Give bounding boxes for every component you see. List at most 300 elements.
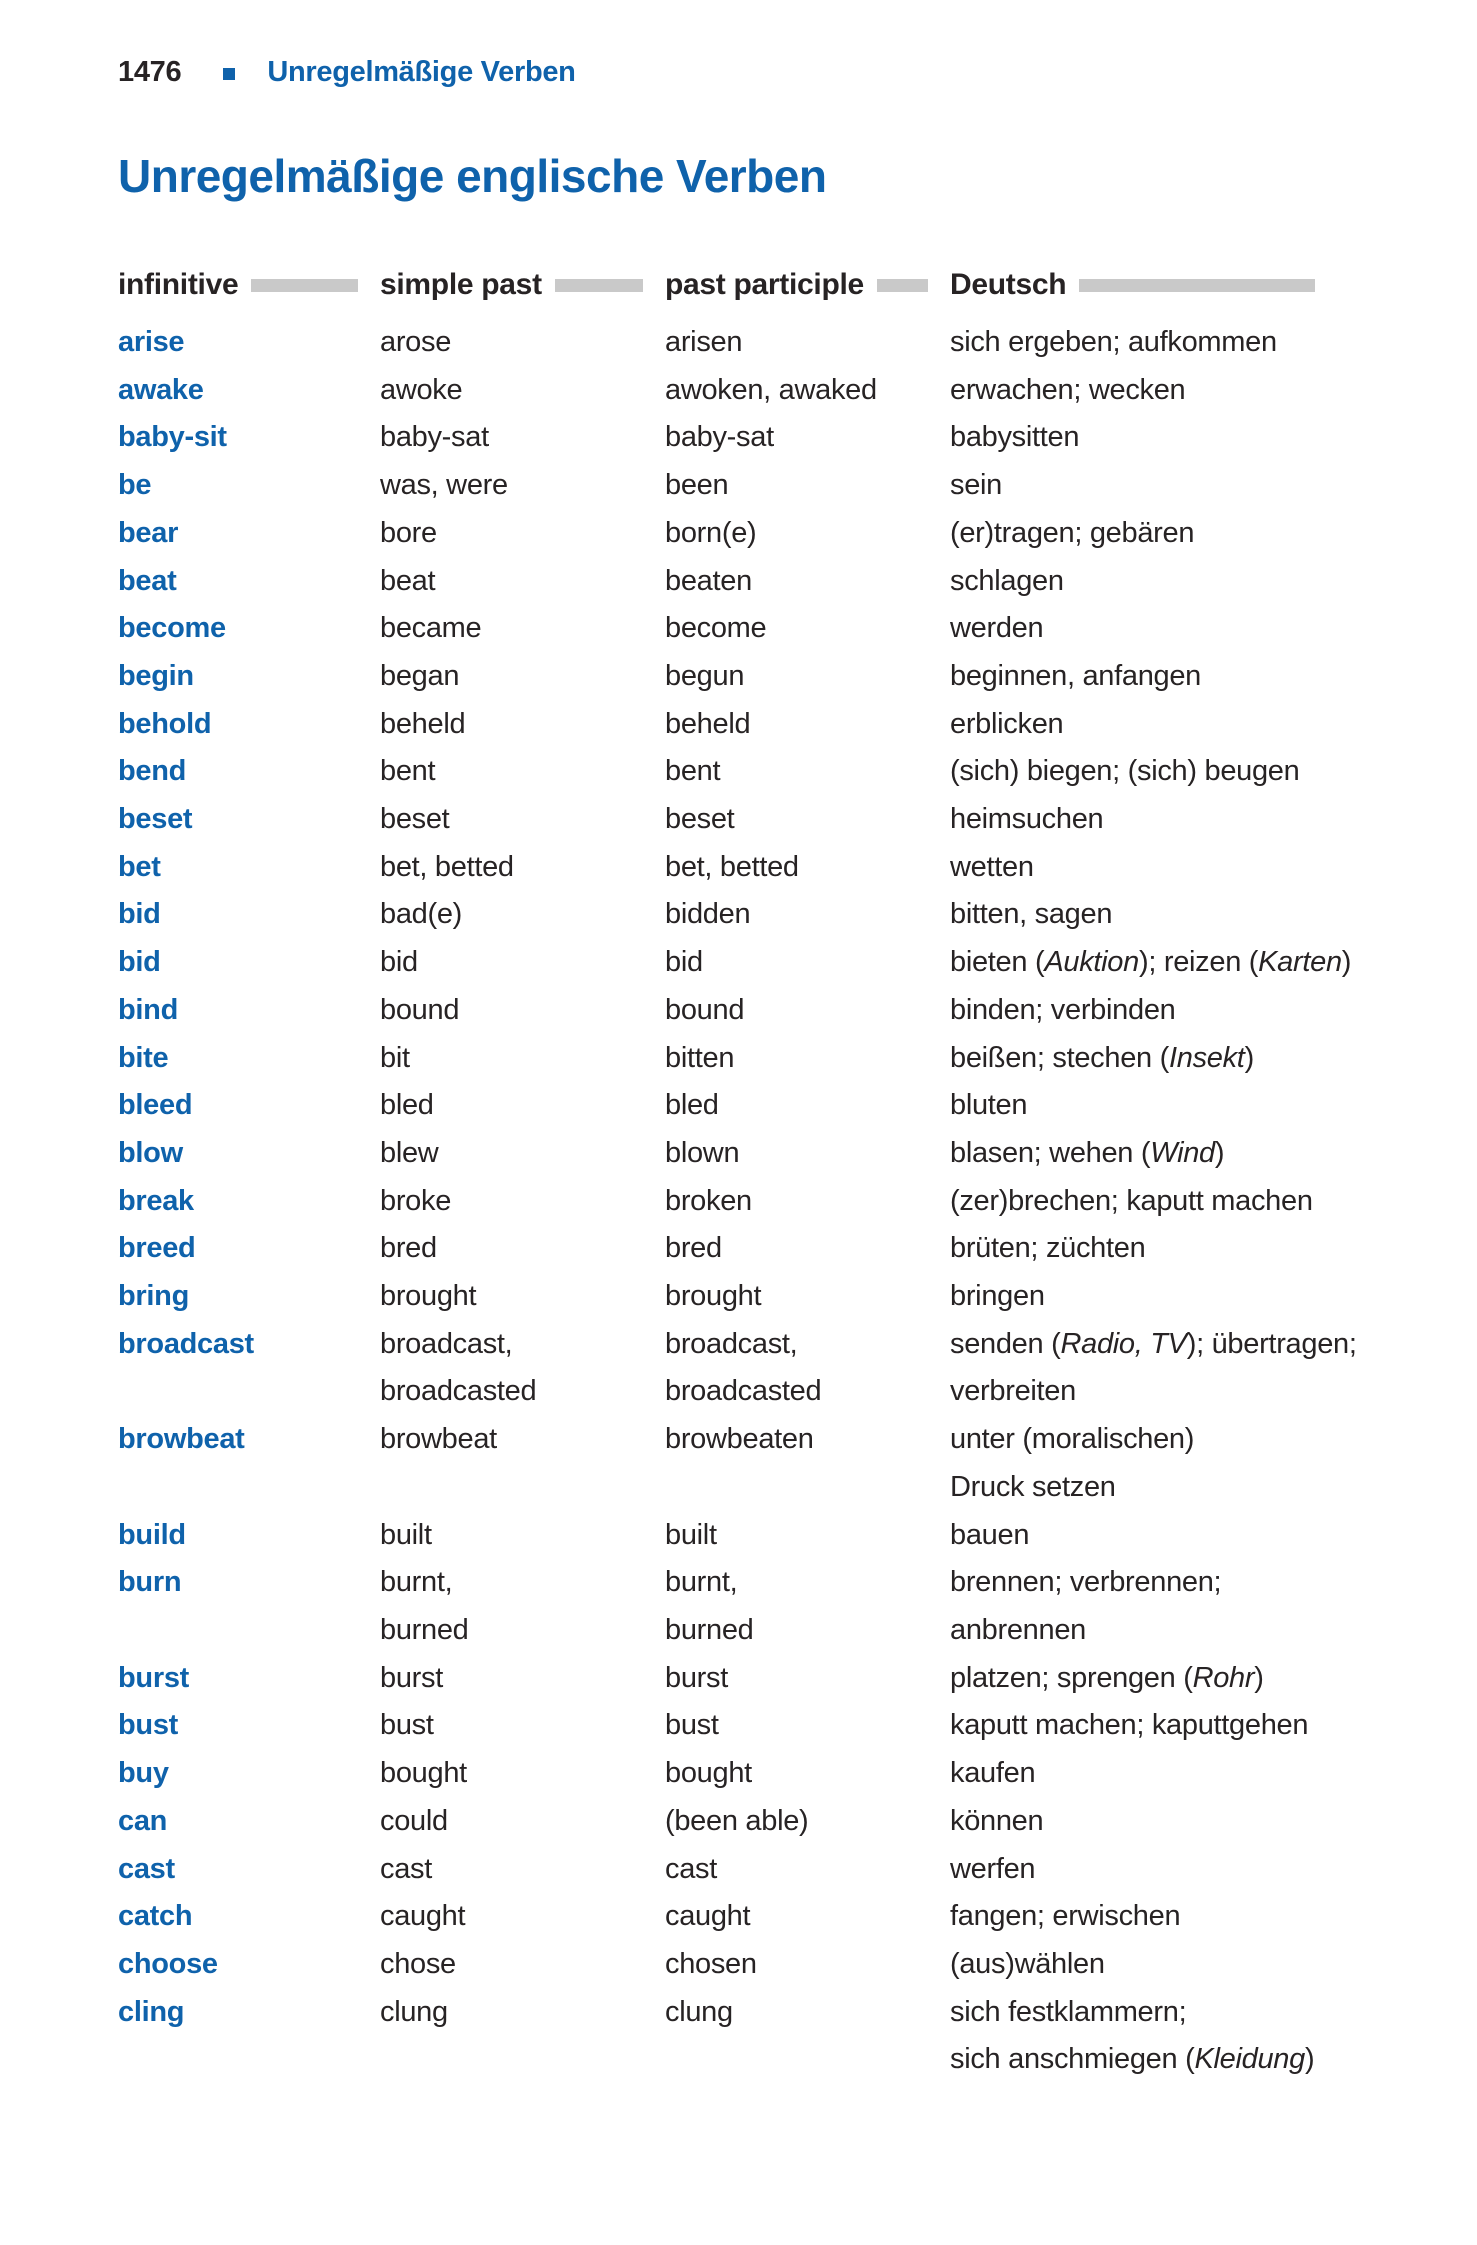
cell-simple-past-line: began (380, 659, 460, 692)
cell-deutsch-line (950, 605, 1357, 653)
cell-deutsch (950, 987, 1365, 1035)
column-header-label: simple past (380, 268, 542, 301)
cell-past-participle (665, 748, 950, 796)
cell-simple-past-line: broke (380, 1184, 452, 1217)
cell-past-participle-line: bust (665, 1709, 719, 1742)
cell-deutsch-line (950, 796, 1357, 844)
deutsch-text: ); übertragen; (1186, 1327, 1357, 1360)
cell-infinitive: catch (118, 1900, 193, 1933)
deutsch-text: Druck setzen (950, 1470, 1116, 1503)
column-header-label: Deutsch (950, 268, 1067, 301)
cell-simple-past-line: caught (380, 1900, 466, 1933)
cell-past-participle-line: burnt, (665, 1566, 738, 1599)
cell-deutsch (950, 1846, 1365, 1894)
cell-infinitive: become (118, 612, 226, 645)
cell-simple-past-line: could (380, 1804, 448, 1837)
cell-infinitive: bind (118, 993, 179, 1026)
cell-past-participle-line: beheld (665, 707, 751, 740)
cell-infinitive: bring (118, 1280, 189, 1313)
cell-deutsch-line (950, 1702, 1357, 1750)
cell-deutsch (950, 1798, 1365, 1846)
cell-past-participle (665, 1655, 950, 1703)
cell-deutsch-line (950, 510, 1357, 558)
cell-deutsch-line (950, 653, 1357, 701)
deutsch-context-italic: Auktion (1044, 946, 1139, 979)
cell-simple-past (380, 1893, 665, 1941)
cell-infinitive: burst (118, 1661, 190, 1694)
column-header-rule (251, 279, 358, 292)
deutsch-text: werden (950, 612, 1044, 645)
cell-past-participle-line: begun (665, 659, 745, 692)
cell-deutsch-line (950, 1941, 1357, 1989)
cell-simple-past (380, 891, 665, 939)
cell-deutsch (950, 891, 1365, 939)
deutsch-text: ) (1214, 1136, 1225, 1169)
cell-past-participle (665, 1273, 950, 1321)
deutsch-text: erblicken (950, 707, 1064, 740)
cell-simple-past-line: bid (380, 946, 418, 979)
deutsch-context-italic: Rohr (1192, 1661, 1255, 1694)
cell-past-participle (665, 701, 950, 749)
cell-infinitive: beat (118, 564, 177, 597)
cell-past-participle (665, 510, 950, 558)
cell-past-participle (665, 1846, 950, 1894)
cell-past-participle (665, 796, 950, 844)
cell-deutsch (950, 1559, 1365, 1654)
cell-deutsch-line (950, 1273, 1357, 1321)
cell-deutsch-line (950, 1225, 1357, 1273)
cell-deutsch-line (950, 1798, 1357, 1846)
deutsch-text: (sich) biegen; (sich) beugen (950, 755, 1300, 788)
cell-past-participle-line: arisen (665, 326, 743, 358)
cell-simple-past-line: bred (380, 1232, 437, 1265)
cell-simple-past-line: broadcasted (380, 1375, 537, 1408)
deutsch-text: senden ( (950, 1327, 1061, 1360)
column-header-rule (555, 279, 643, 292)
cell-past-participle (665, 1178, 950, 1226)
cell-past-participle-line: bled (665, 1089, 719, 1122)
cell-deutsch-line (950, 701, 1357, 749)
cell-deutsch (950, 414, 1365, 462)
deutsch-text: ) (1341, 946, 1352, 979)
cell-past-participle (665, 844, 950, 892)
cell-simple-past (380, 1082, 665, 1130)
cell-deutsch (950, 367, 1365, 415)
cell-simple-past-line: bad(e) (380, 898, 463, 931)
cell-past-participle-line: browbeaten (665, 1423, 814, 1456)
cell-infinitive: choose (118, 1947, 218, 1980)
cell-simple-past-line: arose (380, 326, 452, 358)
cell-simple-past-line: brought (380, 1280, 477, 1313)
cell-past-participle-line: broadcast, (665, 1327, 798, 1360)
cell-past-participle (665, 653, 950, 701)
cell-past-participle (665, 367, 950, 415)
cell-infinitive: breed (118, 1232, 196, 1265)
cell-simple-past (380, 1941, 665, 1989)
cell-deutsch (950, 605, 1365, 653)
deutsch-text: bitten, sagen (950, 898, 1113, 931)
cell-deutsch-line (950, 1321, 1357, 1369)
cell-deutsch (950, 748, 1365, 796)
cell-infinitive: awake (118, 373, 204, 406)
column-header-deutsch (950, 261, 1315, 309)
deutsch-text: binden; verbinden (950, 993, 1176, 1026)
cell-past-participle-line: caught (665, 1900, 751, 1933)
cell-simple-past-line: bore (380, 516, 437, 549)
cell-past-participle (665, 1893, 950, 1941)
cell-infinitive: beset (118, 803, 193, 836)
cell-simple-past-line: broadcast, (380, 1327, 513, 1360)
cell-simple-past-line: bound (380, 993, 460, 1026)
cell-past-participle (665, 319, 950, 367)
deutsch-context-italic: Insekt (1168, 1041, 1245, 1074)
deutsch-text: unter (moralischen) (950, 1423, 1195, 1456)
deutsch-text: können (950, 1804, 1044, 1837)
cell-simple-past (380, 1512, 665, 1560)
cell-deutsch (950, 1178, 1365, 1226)
deutsch-text: beißen; stechen ( (950, 1041, 1169, 1074)
cell-infinitive: bid (118, 898, 161, 931)
cell-deutsch-line (950, 1893, 1357, 1941)
cell-deutsch (950, 653, 1365, 701)
cell-simple-past-line: was, were (380, 469, 508, 502)
cell-infinitive: behold (118, 707, 212, 740)
cell-simple-past (380, 987, 665, 1035)
page-title: Unregelmäßige englische Verben (118, 150, 827, 202)
cell-past-participle (665, 1559, 950, 1654)
cell-past-participle-line: brought (665, 1280, 762, 1313)
deutsch-text: kaputt machen; kaputtgehen (950, 1709, 1309, 1742)
deutsch-text: erwachen; wecken (950, 373, 1186, 406)
cell-simple-past (380, 1416, 665, 1511)
verb-table-body (118, 319, 1357, 2084)
cell-deutsch-line (950, 1464, 1357, 1512)
deutsch-text: schlagen (950, 564, 1064, 597)
cell-simple-past-line: built (380, 1518, 432, 1551)
cell-deutsch (950, 1893, 1365, 1941)
deutsch-text: fangen; erwischen (950, 1900, 1181, 1933)
cell-simple-past (380, 462, 665, 510)
cell-deutsch (950, 1512, 1365, 1560)
cell-past-participle-line: been (665, 469, 729, 502)
cell-deutsch (950, 510, 1365, 558)
cell-infinitive: cling (118, 1995, 185, 2028)
cell-past-participle (665, 939, 950, 987)
cell-deutsch (950, 1702, 1365, 1750)
cell-past-participle (665, 1082, 950, 1130)
cell-simple-past (380, 319, 665, 367)
cell-simple-past (380, 1655, 665, 1703)
cell-deutsch (950, 1941, 1365, 1989)
deutsch-text: bieten ( (950, 946, 1045, 979)
cell-past-participle (665, 1035, 950, 1083)
cell-infinitive: can (118, 1804, 168, 1837)
section-bullet-icon (223, 68, 235, 80)
cell-simple-past (380, 414, 665, 462)
cell-past-participle (665, 462, 950, 510)
cell-infinitive: broadcast (118, 1327, 254, 1360)
column-header-infinitive (118, 261, 380, 309)
cell-deutsch-line (950, 1035, 1357, 1083)
cell-infinitive: begin (118, 659, 194, 692)
cell-infinitive: baby-sit (118, 421, 227, 454)
column-header-label: past participle (665, 268, 864, 301)
cell-past-participle-line: beset (665, 803, 735, 836)
cell-infinitive: bust (118, 1709, 179, 1742)
cell-simple-past-line: blew (380, 1136, 439, 1169)
deutsch-text: verbreiten (950, 1375, 1076, 1408)
cell-past-participle-line: clung (665, 1995, 733, 2028)
deutsch-text: heimsuchen (950, 803, 1104, 836)
cell-past-participle-line: cast (665, 1852, 717, 1885)
cell-simple-past (380, 1178, 665, 1226)
cell-simple-past-line: awoke (380, 373, 463, 406)
cell-simple-past-line: bet, betted (380, 850, 514, 883)
cell-infinitive: break (118, 1184, 194, 1217)
page-number: 1476 (118, 56, 182, 88)
cell-past-participle-line: bent (665, 755, 721, 788)
cell-past-participle (665, 1989, 950, 2084)
column-header-label: infinitive (118, 268, 239, 301)
cell-deutsch (950, 462, 1365, 510)
deutsch-context-italic: Wind (1150, 1136, 1215, 1169)
cell-simple-past (380, 1035, 665, 1083)
cell-simple-past-line: bought (380, 1757, 467, 1790)
cell-past-participle-line: bred (665, 1232, 722, 1265)
cell-simple-past (380, 844, 665, 892)
verb-table-header (118, 261, 1315, 309)
deutsch-text: platzen; sprengen ( (950, 1661, 1193, 1694)
cell-infinitive: bear (118, 516, 179, 549)
cell-deutsch (950, 1035, 1365, 1083)
cell-deutsch (950, 939, 1365, 987)
cell-simple-past (380, 1989, 665, 2084)
verb-table (118, 261, 1357, 2084)
cell-infinitive: browbeat (118, 1423, 245, 1456)
cell-simple-past (380, 939, 665, 987)
cell-simple-past-line: chose (380, 1947, 456, 1980)
cell-past-participle (665, 1130, 950, 1178)
cell-past-participle-line: burned (665, 1613, 754, 1646)
cell-simple-past (380, 1559, 665, 1654)
deutsch-text: bauen (950, 1518, 1030, 1551)
cell-infinitive: arise (118, 326, 185, 358)
cell-past-participle-line: bid (665, 946, 703, 979)
deutsch-text: (zer)brechen; kaputt machen (950, 1184, 1313, 1217)
cell-infinitive: bend (118, 755, 187, 788)
deutsch-text: ) (1304, 2043, 1315, 2076)
cell-infinitive: be (118, 469, 152, 502)
cell-deutsch-line (950, 2036, 1357, 2084)
cell-deutsch-line (950, 987, 1357, 1035)
cell-past-participle (665, 1941, 950, 1989)
cell-deutsch (950, 558, 1365, 606)
cell-simple-past-line: beheld (380, 707, 466, 740)
cell-simple-past-line: became (380, 612, 482, 645)
cell-deutsch-line (950, 1607, 1357, 1655)
deutsch-text: sich anschmiegen ( (950, 2043, 1195, 2076)
deutsch-context-italic: Kleidung (1194, 2043, 1305, 2076)
cell-past-participle (665, 891, 950, 939)
running-section-title: Unregelmäßige Verben (267, 56, 576, 88)
cell-simple-past (380, 1273, 665, 1321)
cell-deutsch-line (950, 319, 1357, 367)
cell-simple-past-line: baby-sat (380, 421, 489, 454)
cell-past-participle-line: born(e) (665, 516, 757, 549)
cell-deutsch-line (950, 1655, 1357, 1703)
cell-simple-past (380, 1321, 665, 1416)
cell-deutsch-line (950, 1750, 1357, 1798)
deutsch-text: babysitten (950, 421, 1080, 454)
deutsch-context-italic: Radio, TV (1060, 1327, 1187, 1360)
deutsch-text: wetten (950, 850, 1034, 883)
cell-past-participle-line: blown (665, 1136, 740, 1169)
cell-deutsch (950, 1989, 1365, 2084)
cell-deutsch (950, 1273, 1365, 1321)
cell-past-participle (665, 1512, 950, 1560)
cell-simple-past (380, 605, 665, 653)
cell-deutsch-line (950, 891, 1357, 939)
deutsch-text: anbrennen (950, 1613, 1086, 1646)
cell-past-participle (665, 558, 950, 606)
cell-simple-past (380, 701, 665, 749)
cell-past-participle-line: bet, betted (665, 850, 799, 883)
cell-infinitive: buy (118, 1757, 169, 1790)
cell-past-participle-line: bitten (665, 1041, 735, 1074)
cell-past-participle (665, 414, 950, 462)
column-header-past-participle (665, 261, 950, 309)
cell-simple-past-line: beat (380, 564, 436, 597)
cell-infinitive: cast (118, 1852, 175, 1885)
cell-deutsch-line (950, 939, 1357, 987)
cell-simple-past-line: bust (380, 1709, 434, 1742)
cell-infinitive: build (118, 1518, 186, 1551)
cell-past-participle-line: baby-sat (665, 421, 774, 454)
cell-simple-past-line: clung (380, 1995, 448, 2028)
cell-simple-past (380, 1798, 665, 1846)
deutsch-text: blasen; wehen ( (950, 1136, 1151, 1169)
cell-simple-past (380, 748, 665, 796)
cell-simple-past (380, 1846, 665, 1894)
cell-deutsch-line (950, 1416, 1357, 1464)
cell-infinitive: bite (118, 1041, 169, 1074)
cell-deutsch (950, 1321, 1365, 1416)
cell-deutsch (950, 701, 1365, 749)
cell-simple-past (380, 653, 665, 701)
cell-deutsch (950, 1416, 1365, 1511)
cell-deutsch (950, 1082, 1365, 1130)
cell-deutsch (950, 1225, 1365, 1273)
cell-simple-past-line: bled (380, 1089, 434, 1122)
cell-simple-past-line: beset (380, 803, 450, 836)
deutsch-text: ) (1254, 1661, 1264, 1694)
deutsch-text: (er)tragen; gebären (950, 516, 1195, 549)
cell-past-participle-line: become (665, 612, 767, 645)
deutsch-text: sein (950, 469, 1002, 502)
cell-simple-past (380, 558, 665, 606)
cell-deutsch-line (950, 414, 1357, 462)
cell-past-participle (665, 1225, 950, 1273)
cell-deutsch-line (950, 1130, 1357, 1178)
cell-deutsch (950, 319, 1365, 367)
cell-deutsch-line (950, 748, 1357, 796)
cell-deutsch-line (950, 1846, 1357, 1894)
cell-past-participle (665, 605, 950, 653)
cell-past-participle (665, 1750, 950, 1798)
cell-past-participle-line: beaten (665, 564, 752, 597)
cell-deutsch-line (950, 844, 1357, 892)
cell-deutsch (950, 1130, 1365, 1178)
cell-simple-past-line: bit (380, 1041, 410, 1074)
column-header-simple-past (380, 261, 665, 309)
deutsch-text: sich ergeben; aufkommen (950, 326, 1277, 358)
cell-simple-past (380, 1225, 665, 1273)
cell-past-participle-line: built (665, 1518, 717, 1551)
cell-past-participle-line: bidden (665, 898, 751, 931)
deutsch-text: kaufen (950, 1757, 1036, 1790)
cell-simple-past-line: browbeat (380, 1423, 497, 1456)
cell-deutsch (950, 1655, 1365, 1703)
deutsch-text: werfen (950, 1852, 1036, 1885)
cell-infinitive: bid (118, 946, 161, 979)
cell-past-participle (665, 1416, 950, 1511)
cell-past-participle-line: awoken, awaked (665, 373, 877, 406)
cell-past-participle-line: broken (665, 1184, 752, 1217)
cell-infinitive: blow (118, 1136, 183, 1169)
cell-past-participle (665, 1702, 950, 1750)
deutsch-text: bringen (950, 1280, 1045, 1313)
cell-deutsch (950, 796, 1365, 844)
deutsch-text: beginnen, anfangen (950, 659, 1202, 692)
cell-past-participle-line: chosen (665, 1947, 757, 1980)
cell-infinitive: bleed (118, 1089, 193, 1122)
cell-past-participle-line: (been able) (665, 1804, 809, 1837)
cell-infinitive: bet (118, 850, 161, 883)
cell-deutsch-line (950, 1559, 1357, 1607)
cell-past-participle-line: broadcasted (665, 1375, 822, 1408)
cell-simple-past (380, 1130, 665, 1178)
cell-simple-past-line: bent (380, 755, 436, 788)
column-header-rule (1079, 279, 1315, 292)
cell-deutsch-line (950, 1368, 1357, 1416)
cell-past-participle (665, 1321, 950, 1416)
cell-past-participle (665, 987, 950, 1035)
deutsch-text: ); reizen ( (1138, 946, 1259, 979)
cell-simple-past (380, 1702, 665, 1750)
cell-deutsch-line (950, 1989, 1357, 2037)
cell-deutsch (950, 1750, 1365, 1798)
cell-simple-past (380, 367, 665, 415)
deutsch-text: sich festklammern; (950, 1995, 1187, 2028)
cell-simple-past (380, 1750, 665, 1798)
cell-simple-past (380, 796, 665, 844)
cell-simple-past-line: burned (380, 1613, 469, 1646)
running-header (118, 56, 1315, 89)
cell-deutsch-line (950, 367, 1357, 415)
deutsch-text: (aus)wählen (950, 1947, 1105, 1980)
cell-deutsch-line (950, 1178, 1357, 1226)
cell-infinitive: burn (118, 1566, 182, 1599)
cell-deutsch-line (950, 462, 1357, 510)
cell-past-participle-line: bought (665, 1757, 752, 1790)
cell-deutsch (950, 844, 1365, 892)
deutsch-text: bluten (950, 1089, 1028, 1122)
cell-past-participle (665, 1798, 950, 1846)
cell-past-participle-line: bound (665, 993, 745, 1026)
deutsch-context-italic: Karten (1258, 946, 1342, 979)
cell-simple-past (380, 510, 665, 558)
cell-simple-past-line: cast (380, 1852, 432, 1885)
